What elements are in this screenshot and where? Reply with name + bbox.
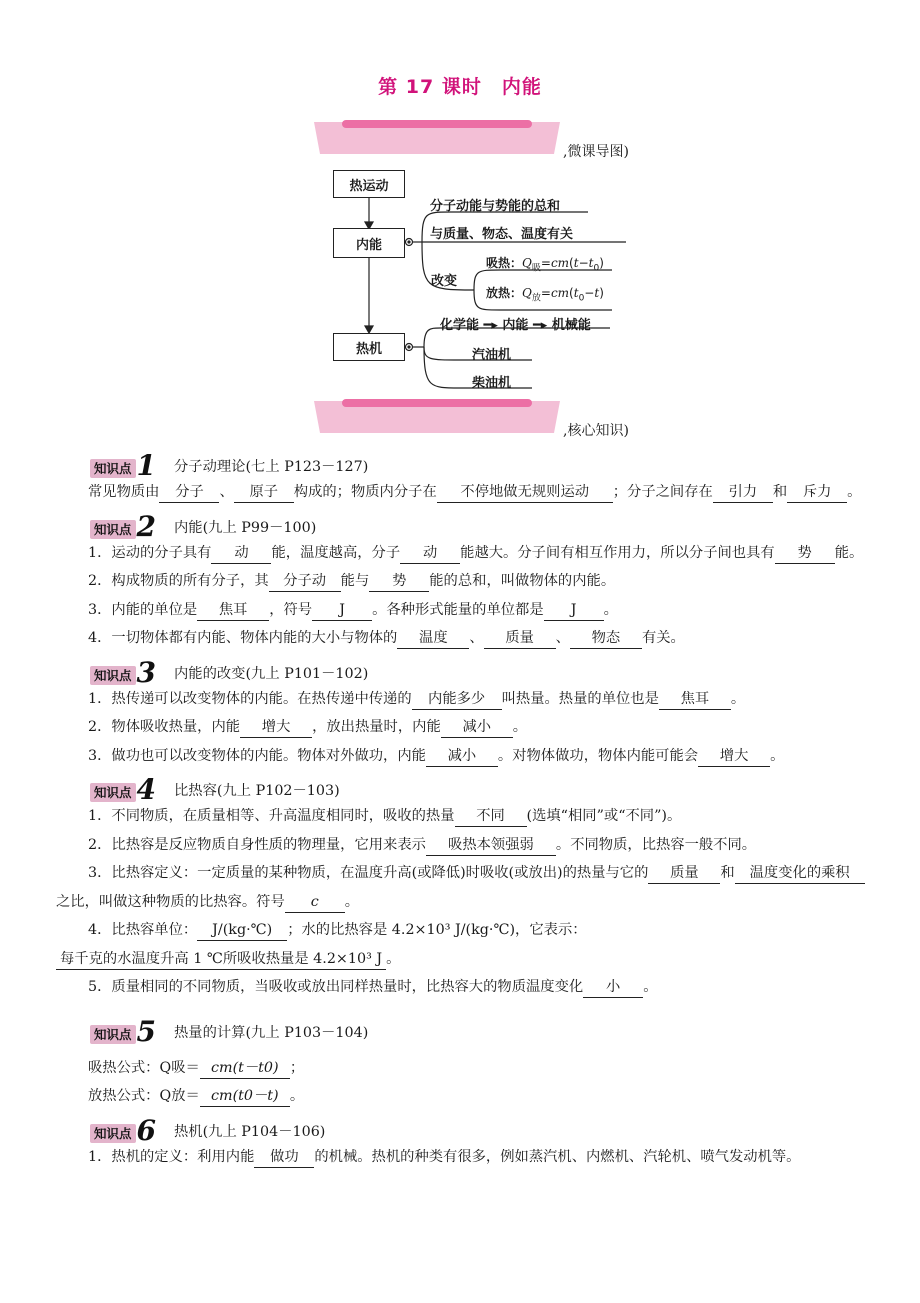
knowledge-content	[56, 446, 868, 1171]
blank-answer: 做功	[254, 1147, 314, 1168]
s4-line-2: 2．比热容是反应物质自身性质的物理量，它用来表示 吸热本领强弱 。不同物质，比热容一般不同。	[56, 831, 868, 860]
blank-answer: 分子	[159, 482, 219, 503]
s4-line-1: 1．不同物质，在质量相等、升高温度相同时，吸收的热量 不同 (选填“相同”或“不同”)。	[56, 802, 868, 831]
knowledge-badge: 知识点 5	[90, 1018, 156, 1044]
blank-answer: J	[544, 600, 604, 621]
mindmap-diesel: 柴油机	[472, 376, 512, 391]
section-title: 热机(九上 P104－106)	[174, 1123, 326, 1140]
blank-answer: 动	[400, 543, 460, 564]
section-header-4	[56, 772, 868, 806]
mindmap-node-heat-engine: 热机	[333, 333, 405, 361]
blank-answer: 吸热本领强弱	[426, 835, 556, 856]
s2-line-4: 4．一切物体都有内能、物体内能的大小与物体的 温度 、 质量 、 物态 有关。	[56, 624, 868, 653]
s5-absorb-formula: 吸热公式：Q吸＝ cm(t－t0) ；	[56, 1054, 868, 1083]
s5-release-formula: 放热公式：Q放＝ cm(t0－t) 。	[56, 1082, 868, 1111]
s6-line-1: 1．热机的定义：利用内能 做功 的机械。热机的种类有很多，例如蒸汽机、内燃机、汽轮机、喷气发动机等。	[56, 1143, 868, 1172]
blank-answer: 不停地做无规则运动	[437, 482, 613, 503]
energy-internal: 内能	[502, 318, 529, 333]
s3-line-1: 1．热传递可以改变物体的内能。在热传递中传递的 内能多少 叫热量。热量的单位也是 焦耳 。	[56, 685, 868, 714]
page-title: 第 17 课时 内能	[378, 76, 542, 98]
mindmap-branch-related: 与质量、物态、温度有关	[430, 227, 574, 242]
micro-lesson-caption: ,微课导图)	[563, 144, 629, 160]
core-knowledge-caption: ,核心知识)	[563, 423, 629, 439]
blank-answer: 小	[583, 977, 643, 998]
blank-answer: 不同	[455, 806, 527, 827]
blank-answer: 增大	[698, 746, 770, 767]
mindmap-branch-sum: 分子动能与势能的总和	[430, 199, 561, 214]
mindmap-node-heat-motion: 热运动	[333, 170, 405, 198]
blank-answer: 分子动	[269, 571, 341, 592]
mindmap-energy-chain: 化学能 ━▸ 内能 ━▸ 机械能	[440, 318, 591, 333]
blank-answer: 温度变化的乘积	[735, 863, 865, 884]
knowledge-badge: 知识点 2	[90, 513, 156, 539]
mindmap-release: 放热：$Q_放=cm(t_0-t)$	[486, 286, 604, 304]
blank-answer: 动	[211, 543, 271, 564]
mindmap-absorb: 吸热：$Q_吸=cm(t-t_0)$	[486, 256, 604, 274]
blank-answer: J/(kg·℃)	[197, 920, 287, 941]
blank-answer: 每千克的水温度升高 1 ℃所吸收热量是 4.2×10³ J	[56, 949, 386, 970]
blank-answer: 焦耳	[197, 600, 269, 621]
s2-line-3: 3．内能的单位是 焦耳 ，符号 J 。各种形式能量的单位都是 J 。	[56, 596, 868, 625]
energy-mechanical: 机械能	[551, 318, 591, 333]
mindmap-node-internal-energy: 内能	[333, 228, 405, 258]
section-title: 分子动理论(七上 P123－127)	[174, 459, 369, 475]
blank-answer: 势	[369, 571, 429, 592]
s3-line-2: 2．物体吸收热量，内能 增大 ，放出热量时，内能 减小 。	[56, 713, 868, 742]
mindmap-release-label: 放热：	[486, 286, 523, 300]
section-header-6	[56, 1113, 868, 1147]
section-header-3	[56, 655, 868, 689]
blank-answer: 原子	[234, 482, 294, 503]
blank-answer: 增大	[240, 717, 312, 738]
blank-answer: 斥力	[787, 482, 847, 503]
section-header-1	[56, 448, 868, 482]
blank-answer: 温度	[397, 628, 469, 649]
blank-answer: J	[312, 600, 372, 621]
mindmap-branch-change: 改变	[431, 274, 458, 289]
s4-line-4: 4．比热容单位： J/(kg·℃) ；水的比热容是 4.2×10³ J/(kg·℃)，它表示：每千克的水温度升高 1 ℃所吸收热量是 4.2×10³ J 。	[56, 916, 868, 973]
knowledge-badge: 知识点 1	[90, 452, 156, 478]
blank-answer: 内能多少	[412, 689, 502, 710]
s1-paragraph: 常见物质由 分子 、 原子 构成的；物质内分子在 不停地做无规则运动 ；分子之间存在 引力 和 斥力 。	[56, 478, 868, 507]
blank-answer: cm(t－t0)	[200, 1058, 290, 1079]
blank-answer: 减小	[426, 746, 498, 767]
s4-line-5: 5．质量相同的不同物质，当吸收或放出同样热量时，比热容大的物质温度变化 小 。	[56, 973, 868, 1002]
micro-lesson-banner	[314, 120, 560, 156]
blank-answer: 质量	[648, 863, 720, 884]
blank-answer: cm(t0－t)	[200, 1086, 290, 1107]
blank-answer: c	[285, 892, 345, 913]
section-header-2	[56, 509, 868, 543]
section-title: 内能(九上 P99－100)	[174, 519, 317, 536]
mindmap-gasoline: 汽油机	[472, 348, 512, 363]
section-title: 热量的计算(九上 P103－104)	[174, 1024, 369, 1041]
knowledge-badge: 知识点 4	[90, 776, 156, 802]
core-knowledge-banner	[314, 399, 560, 435]
blank-answer: 质量	[484, 628, 556, 649]
s2-line-1: 1．运动的分子具有 动 能，温度越高，分子 动 能越大。分子间有相互作用力，所以分子间也具有 势 能。	[56, 539, 868, 568]
mindmap-absorb-label: 吸热：	[486, 256, 523, 270]
section-header-5	[56, 1014, 868, 1048]
blank-answer: 减小	[441, 717, 513, 738]
knowledge-badge: 知识点 6	[90, 1117, 156, 1143]
section-title: 内能的改变(九上 P101－102)	[174, 665, 369, 682]
section-title: 比热容(九上 P102－103)	[174, 783, 340, 799]
blank-answer: 物态	[570, 628, 642, 649]
s2-line-2: 2．构成物质的所有分子，其 分子动 能与 势 能的总和，叫做物体的内能。	[56, 567, 868, 596]
s4-line-3: 3．比热容定义：一定质量的某种物质，在温度升高(或降低)时吸收(或放出)的热量与它的 质量 和 温度变化的乘积之比，叫做这种物质的比热容。符号 c 。	[56, 859, 868, 916]
blank-answer: 势	[775, 543, 835, 564]
blank-answer: 引力	[713, 482, 773, 503]
s3-line-3: 3．做功也可以改变物体的内能。物体对外做功，内能 减小 。对物体做功，物体内能可能会 增大 。	[56, 742, 868, 771]
knowledge-badge: 知识点 3	[90, 659, 156, 685]
energy-chemical: 化学能	[440, 318, 480, 333]
blank-answer: 焦耳	[659, 689, 731, 710]
